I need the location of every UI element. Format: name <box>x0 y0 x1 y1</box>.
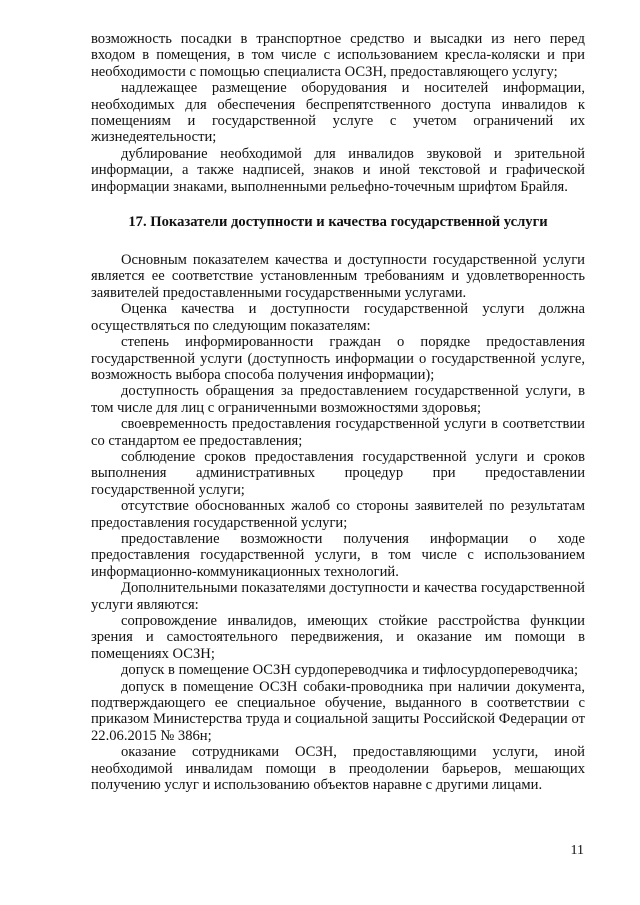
paragraph-staff-assistance: оказание сотрудниками ОСЗН, предоставляющими услуги, иной необходимой инвалидам помощи в преодолении барьеров, мешающих получению услуг и использованию объектов наравне с другими лицами. <box>91 744 585 794</box>
paragraph-additional-indicators: Дополнительными показателями доступности и качества государственной услуги являются: <box>91 580 585 613</box>
page-body <box>91 31 585 793</box>
paragraph-evaluation-intro: Оценка качества и доступности государственной услуги должна осуществляться по следующим показателям: <box>91 301 585 334</box>
paragraph-timeliness: своевременность предоставления государственной услуги в соответствии со стандартом ее предоставления; <box>91 416 585 449</box>
paragraph-braille-duplication: дублирование необходимой для инвалидов звуковой и зрительной информации, а также надписей, знаков и иной текстовой и графической информации знаками, выполненными рельефно-точечным шрифтом Брайля. <box>91 145 585 195</box>
page-number: 11 <box>570 843 584 858</box>
section-heading: 17. Показатели доступности и качества государственной услуги <box>128 214 548 231</box>
paragraph-interpreter-access: допуск в помещение ОСЗН сурдопереводчика и тифлосурдопереводчика; <box>121 662 579 679</box>
paragraph-progress-information: предоставление возможности получения информации о ходе предоставления государственной услуги, в том числе с использованием информационно-коммуникационных технологий. <box>91 530 585 580</box>
paragraph-equipment-placement: надлежащее размещение оборудования и носителей информации, необходимых для обеспечения беспрепятственного доступа инвалидов к помещениям и государственной услуге с учетом ограничений их жизнедеятельности; <box>91 80 585 146</box>
paragraph-deadlines: соблюдение сроков предоставления государственной услуги и сроков выполнения административных процедур при предоставлении государственной услуги; <box>91 448 585 498</box>
paragraph-guide-dog-access: допуск в помещение ОСЗН собаки-проводника при наличии документа, подтверждающего ее специальное обучение, выданного в соответствии с приказом Министерства труда и социальной защиты Российской Федерации от 22.06.2015 № 386н; <box>91 678 585 744</box>
paragraph-escort: сопровождение инвалидов, имеющих стойкие расстройства функции зрения и самостоятельного передвижения, и оказание им помощи в помещениях ОСЗН; <box>91 613 585 662</box>
paragraph-boarding-assistance: возможность посадки в транспортное средство и высадки из него перед входом в помещения, в том числе с использованием кресла-коляски и при необходимости с помощью специалиста ОСЗН, предоставляющего услугу; <box>91 31 585 80</box>
paragraph-accessibility-of-request: доступность обращения за предоставлением государственной услуги, в том числе для лиц с ограниченными возможностями здоровья; <box>91 383 585 416</box>
paragraph-no-complaints: отсутствие обоснованных жалоб со стороны заявителей по результатам предоставления государственной услуги; <box>91 498 585 531</box>
paragraph-informedness: степень информированности граждан о порядке предоставления государственной услуги (доступность информации о государственной услуге, возможность выбора способа получения информации); <box>91 334 585 383</box>
paragraph-main-indicator: Основным показателем качества и доступности государственной услуги является ее соответствие установленным требованиям и удовлетворенность заявителей предоставленными государственными услугами. <box>91 252 585 301</box>
